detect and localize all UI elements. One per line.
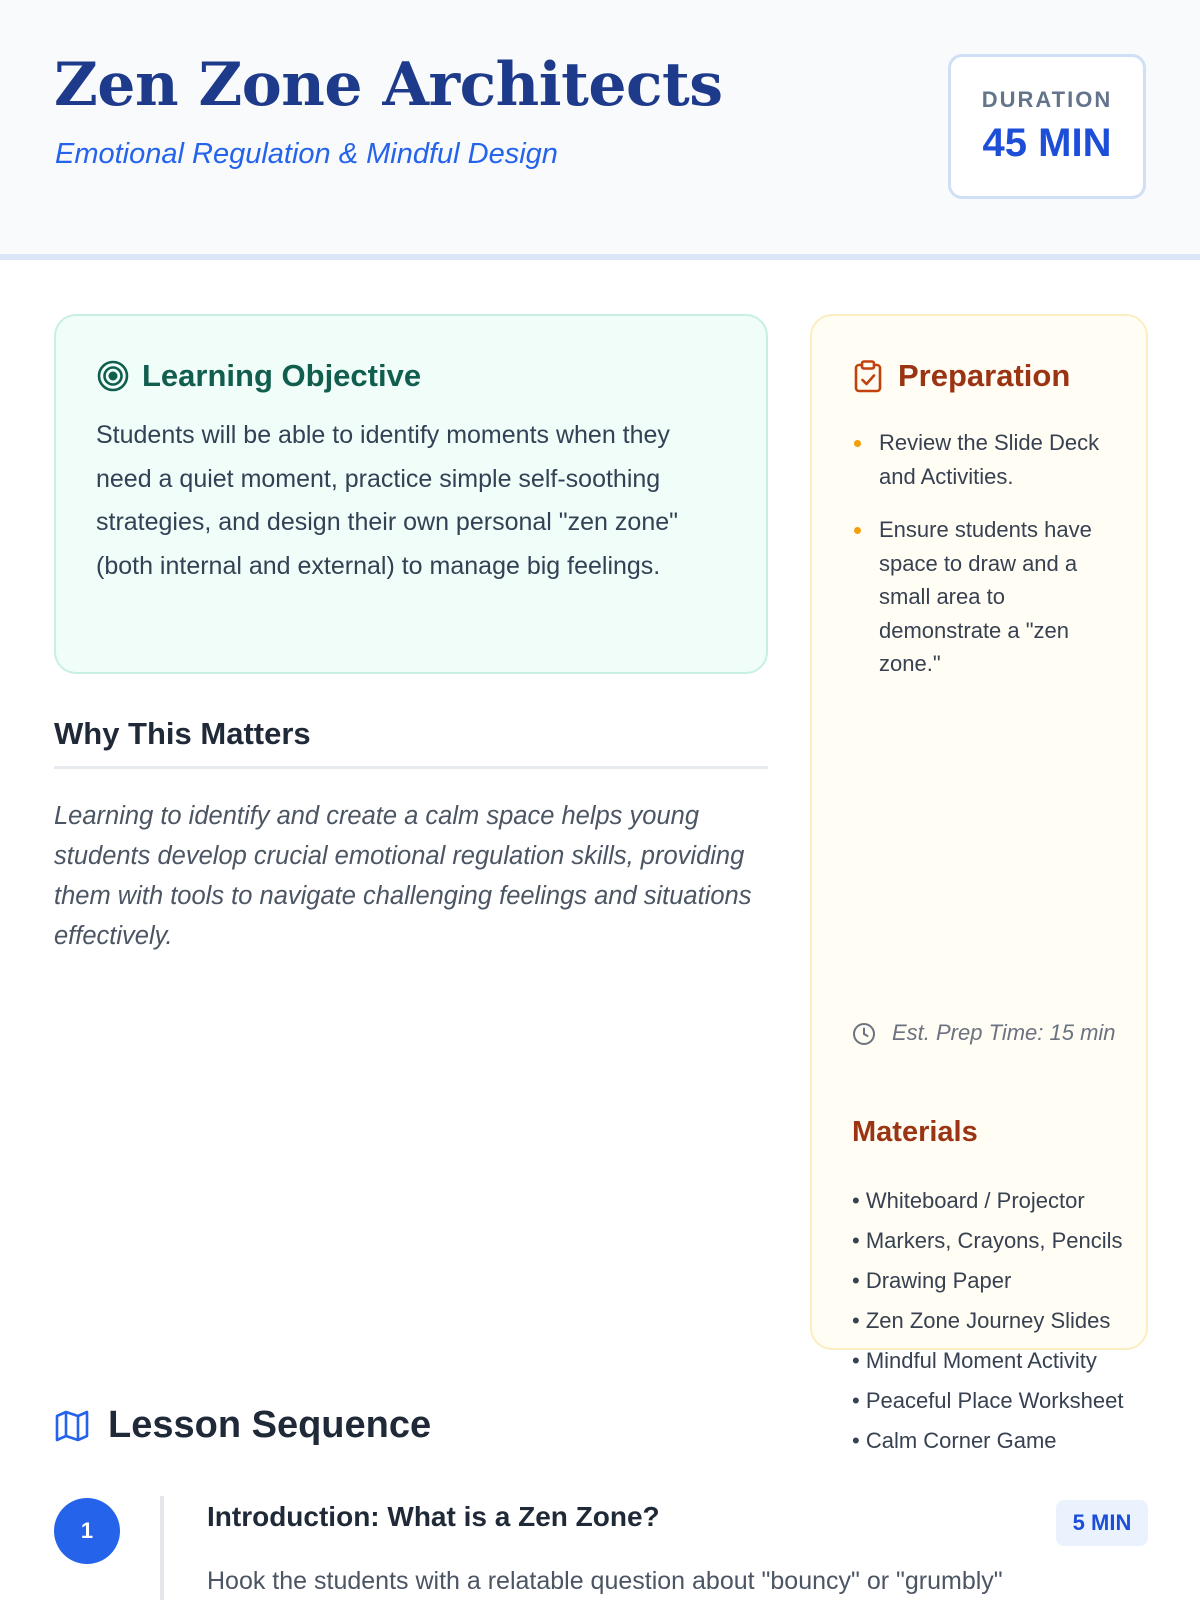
why-this-matters-text: Learning to identify and create a calm space helps young students develop crucial emotional regulation skills, providing them with tools to navigate challenging feelings and situations effectively. [54,802,752,950]
target-icon [96,359,130,393]
page-title: Zen Zone Architects [54,50,723,120]
preparation-item-text: Ensure students have space to draw and a small area to demonstrate a "zen zone." [879,517,1092,676]
duration-value: 45 MIN [982,121,1112,165]
step-title: Introduction: What is a Zen Zone? [207,1501,660,1532]
learning-objective-header [96,358,421,394]
step-description: Hook the students with a relatable question about "bouncy" or "grumbly" [207,1567,1003,1595]
step-number-badge: 1 [54,1498,120,1564]
learning-objective-text: Students will be able to identify moments when they need a quiet moment, practice simple self-soothing strategies, and design their own personal "zen zone" (both internal and external) to manage big feelings. [96,421,678,580]
preparation-list [852,426,1122,701]
lesson-sequence-title: Lesson Sequence [108,1404,432,1446]
duration-label: DURATION [981,87,1113,112]
page-subtitle: Emotional Regulation & Mindful Design [55,138,558,170]
materials-item: • Markers, Crayons, Pencils [852,1228,1123,1253]
learning-objective-title: Learning Objective [142,358,422,393]
duration-card [948,54,1146,199]
step-duration-badge: 5 MIN [1056,1500,1148,1546]
bullet-dot [854,527,861,534]
materials-item: • Calm Corner Game [852,1428,1057,1453]
prep-time-text: Est. Prep Time: 15 min [892,1020,1116,1045]
preparation-card [810,314,1148,1453]
materials-item: • Peaceful Place Worksheet [852,1388,1124,1413]
preparation-header [852,358,1070,394]
materials-title: Materials [852,1116,978,1148]
materials-list [852,1184,1124,1464]
prep-time [852,1016,1122,1050]
preparation-item [852,426,1122,493]
map-icon [54,1408,90,1444]
lesson-sequence-header [54,1404,431,1447]
materials-item: • Drawing Paper [852,1268,1012,1293]
bullet-dot [854,440,861,447]
learning-objective-card [54,314,768,674]
page-header [0,0,1200,260]
materials-item: • Whiteboard / Projector [852,1188,1085,1213]
preparation-item [852,513,1122,681]
materials-item: • Zen Zone Journey Slides [852,1308,1111,1333]
materials-item: • Mindful Moment Activity [852,1348,1097,1373]
clipboard-check-icon [852,359,884,393]
clock-icon [852,1022,876,1046]
timeline-line [160,1496,164,1600]
why-this-matters-title: Why This Matters [54,716,311,751]
preparation-item-text: Review the Slide Deck and Activities. [879,430,1100,489]
preparation-title: Preparation [898,358,1071,393]
section-divider [54,766,768,769]
